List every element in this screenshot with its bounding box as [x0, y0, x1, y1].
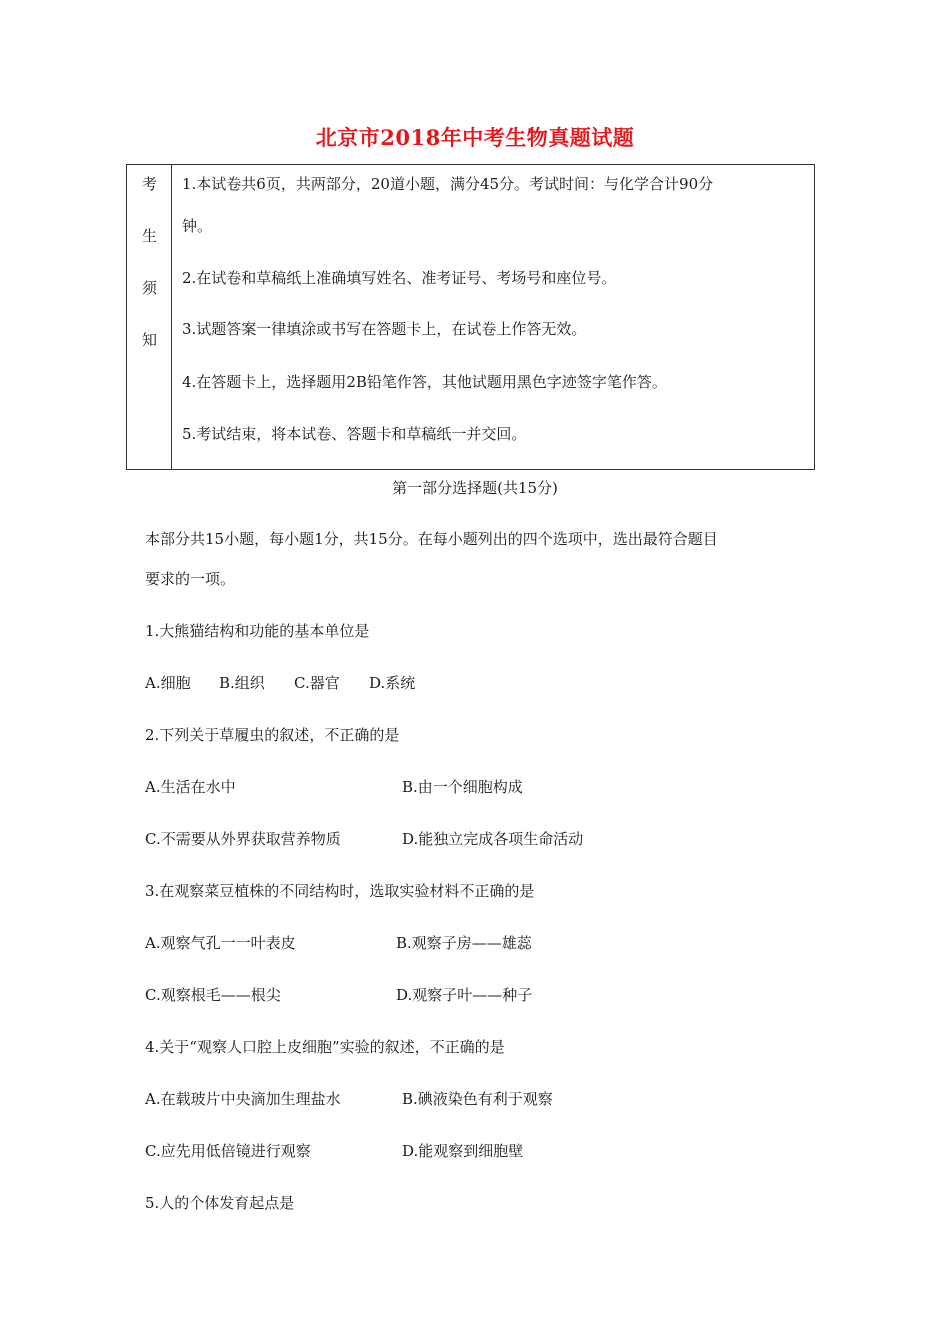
- option: D.能观察到细胞壁: [402, 1142, 524, 1160]
- question-stem: 5.人的个体发育起点是: [145, 1194, 295, 1212]
- option: A.在载玻片中央滴加生理盐水: [145, 1090, 341, 1108]
- option: A.细胞: [145, 674, 191, 692]
- section-intro: 本部分共15小题，每小题1分，共15分。在每小题列出的四个选项中，选出最符合题目: [145, 530, 718, 548]
- notice-line: 2.在试卷和草稿纸上准确填写姓名、准考证号、考场号和座位号。: [182, 269, 617, 287]
- section-heading: 第一部分选择题(共15分): [392, 479, 558, 497]
- question-stem: 2.下列关于草履虫的叙述，不正确的是: [145, 726, 400, 744]
- option: C.不需要从外界获取营养物质: [145, 830, 341, 848]
- section-intro: 要求的一项。: [145, 570, 236, 588]
- notice-heading-char: 须: [141, 279, 157, 297]
- notice-line: 钟。: [182, 217, 213, 235]
- notice-heading-char: 生: [141, 227, 157, 245]
- option: C.观察根毛——根尖: [145, 986, 281, 1004]
- option: A.观察气孔一一叶表皮: [145, 934, 296, 952]
- option: D.能独立完成各项生命活动: [402, 830, 584, 848]
- question-stem: 1.大熊猫结构和功能的基本单位是: [145, 622, 370, 640]
- option: B.由一个细胞构成: [402, 778, 523, 796]
- question-stem: 4.关于“观察人口腔上皮细胞”实验的叙述，不正确的是: [145, 1038, 505, 1056]
- option: D.观察子叶——种子: [396, 986, 533, 1004]
- option: B.观察子房——雄蕊: [396, 934, 532, 952]
- notice-heading-char: 考: [141, 175, 157, 193]
- option: B.碘液染色有利于观察: [402, 1090, 553, 1108]
- page-title: 北京市2018年中考生物真题试题: [315, 125, 635, 150]
- question-stem: 3.在观察菜豆植株的不同结构时，选取实验材料不正确的是: [145, 882, 535, 900]
- option: C.器官: [294, 674, 340, 692]
- notice-line: 3.试题答案一律填涂或书写在答题卡上，在试卷上作答无效。: [182, 320, 587, 338]
- notice-heading-column: [127, 165, 172, 469]
- option: A.生活在水中: [145, 778, 236, 796]
- option: D.系统: [369, 674, 416, 692]
- option: C.应先用低倍镜进行观察: [145, 1142, 311, 1160]
- exam-notice-box: [126, 164, 815, 470]
- option: B.组织: [219, 674, 265, 692]
- notice-line: 1.本试卷共6页，共两部分，20道小题，满分45分。考试时间：与化学合计90分: [182, 175, 714, 193]
- notice-line: 5.考试结束，将本试卷、答题卡和草稿纸一并交回。: [182, 425, 527, 443]
- notice-line: 4.在答题卡上，选择题用2B铅笔作答，其他试题用黑色字迹签字笔作答。: [182, 373, 667, 391]
- notice-heading-char: 知: [141, 331, 157, 349]
